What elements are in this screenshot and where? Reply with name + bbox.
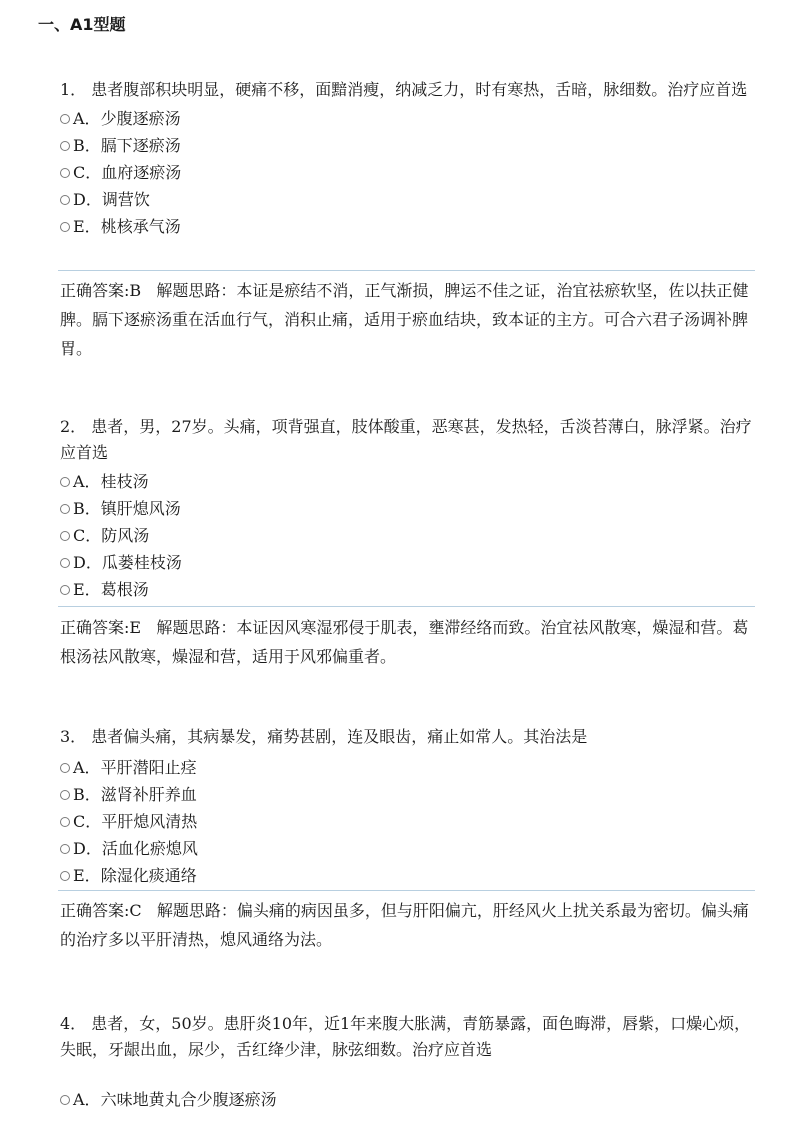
option-c[interactable]: C． 平肝熄风清热 bbox=[60, 808, 755, 835]
option-c[interactable]: C． 血府逐瘀汤 bbox=[60, 159, 755, 186]
radio-icon[interactable] bbox=[60, 585, 70, 595]
option-b[interactable]: B． 膈下逐瘀汤 bbox=[60, 132, 755, 159]
option-b[interactable]: B． 镇肝熄风汤 bbox=[60, 495, 755, 522]
radio-icon[interactable] bbox=[60, 195, 70, 205]
question-1 bbox=[60, 77, 755, 240]
option-list bbox=[60, 468, 755, 603]
answer-divider bbox=[58, 270, 755, 271]
radio-icon[interactable] bbox=[60, 817, 70, 827]
option-d[interactable]: D． 调营饮 bbox=[60, 186, 755, 213]
radio-icon[interactable] bbox=[60, 871, 70, 881]
option-d[interactable]: D． 活血化瘀熄风 bbox=[60, 835, 755, 862]
answer-label: 正确答案:B bbox=[60, 281, 142, 300]
answer-divider bbox=[58, 890, 755, 891]
option-d[interactable]: D． 瓜蒌桂枝汤 bbox=[60, 549, 755, 576]
radio-icon[interactable] bbox=[60, 168, 70, 178]
option-a[interactable]: A． 桂枝汤 bbox=[60, 468, 755, 495]
question-3 bbox=[60, 724, 755, 889]
radio-icon[interactable] bbox=[60, 531, 70, 541]
radio-icon[interactable] bbox=[60, 114, 70, 124]
radio-icon[interactable] bbox=[60, 1095, 70, 1105]
option-a[interactable]: A． 少腹逐瘀汤 bbox=[60, 105, 755, 132]
radio-icon[interactable] bbox=[60, 844, 70, 854]
option-list bbox=[60, 105, 755, 240]
radio-icon[interactable] bbox=[60, 222, 70, 232]
radio-icon[interactable] bbox=[60, 763, 70, 773]
option-a[interactable]: A． 六味地黄丸合少腹逐瘀汤 bbox=[60, 1086, 755, 1113]
radio-icon[interactable] bbox=[60, 790, 70, 800]
option-e[interactable]: E． 葛根汤 bbox=[60, 576, 755, 603]
radio-icon[interactable] bbox=[60, 504, 70, 514]
option-c[interactable]: C． 防风汤 bbox=[60, 522, 755, 549]
answer-label: 正确答案:C bbox=[60, 901, 142, 920]
radio-icon[interactable] bbox=[60, 477, 70, 487]
answer-explanation: 正确答案:E 解题思路：本证因风寒湿邪侵于肌表，壅滞经络而致。治宜祛风散寒，燥湿和营。葛根汤祛风散寒，燥湿和营，适用于风邪偏重者。 bbox=[60, 618, 749, 666]
option-a[interactable]: A． 平肝潜阳止痉 bbox=[60, 754, 755, 781]
question-2 bbox=[60, 414, 755, 603]
answer-explanation: 正确答案:C 解题思路：偏头痛的病因虽多，但与肝阳偏亢，肝经风火上扰关系最为密切。偏头痛的治疗多以平肝清热，熄风通络为法。 bbox=[60, 901, 749, 949]
question-4 bbox=[60, 1011, 755, 1113]
option-e[interactable]: E． 桃核承气汤 bbox=[60, 213, 755, 240]
question-stem: 4． 患者，女，50岁。患肝炎10年，近1年来腹大胀满，青筋暴露，面色晦滞，唇紫，口燥心烦，失眠，牙龈出血，尿少，舌红绛少津，脉弦细数。治疗应首选 bbox=[60, 1014, 751, 1059]
section-title: 一、A1型题 bbox=[38, 15, 126, 34]
answer-explanation: 正确答案:B 解题思路：本证是瘀结不消，正气渐损，脾运不佳之证，治宜祛瘀软坚，佐以扶正健脾。膈下逐瘀汤重在活血行气，消积止痛，适用于瘀血结块，致本证的主方。可合六君子汤调补脾胃。 bbox=[60, 281, 749, 358]
question-stem: 2． 患者，男，27岁。头痛，项背强直，肢体酸重，恶寒甚，发热轻，舌淡苔薄白，脉浮紧。治疗应首选 bbox=[60, 417, 752, 462]
answer-label: 正确答案:E bbox=[60, 618, 142, 637]
option-e[interactable]: E． 除湿化痰通络 bbox=[60, 862, 755, 889]
option-list bbox=[60, 754, 755, 889]
option-list bbox=[60, 1086, 755, 1113]
answer-divider bbox=[58, 606, 755, 607]
radio-icon[interactable] bbox=[60, 141, 70, 151]
question-stem: 1． 患者腹部积块明显，硬痛不移，面黯消瘦，纳减乏力，时有寒热，舌暗，脉细数。治疗应首选 bbox=[60, 80, 748, 99]
radio-icon[interactable] bbox=[60, 558, 70, 568]
option-b[interactable]: B． 滋肾补肝养血 bbox=[60, 781, 755, 808]
question-stem: 3． 患者偏头痛，其病暴发，痛势甚剧，连及眼齿，痛止如常人。其治法是 bbox=[60, 727, 588, 746]
